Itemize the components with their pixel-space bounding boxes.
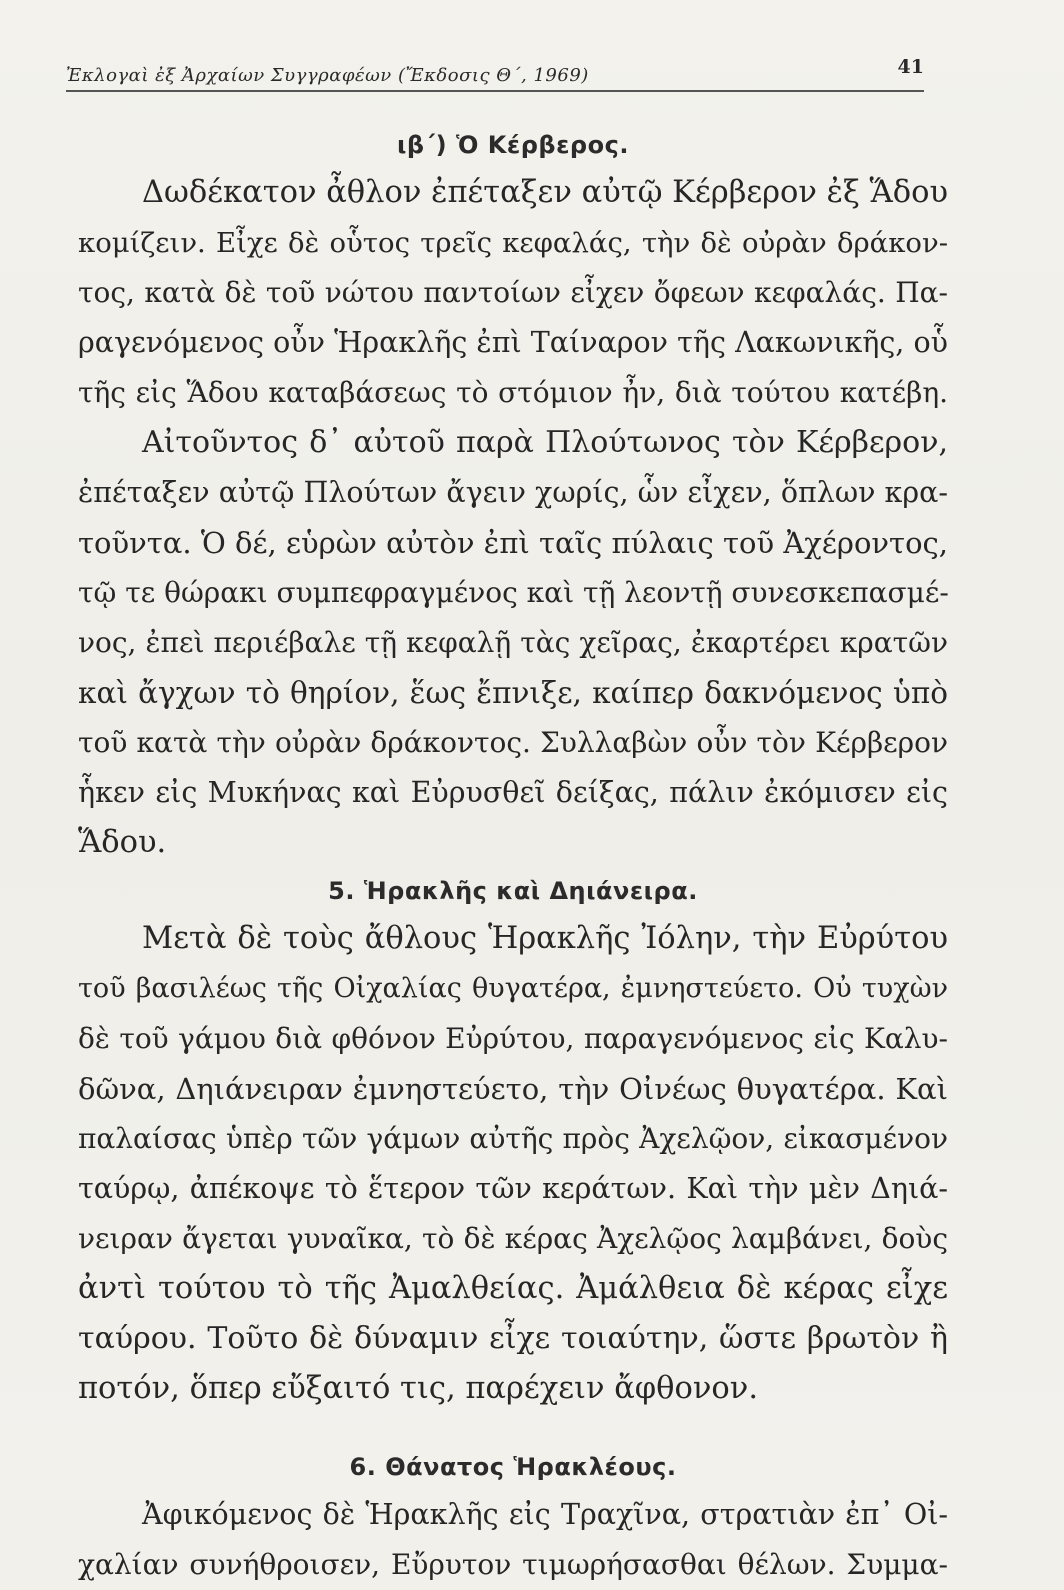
section-gap [78,1414,948,1444]
text-line: δῶνα, Δηιάνειραν ἐμνηστεύετο, τὴν Οἰνέως θυγατέρα. Καὶ [78,1072,948,1106]
text-line: ἧκεν εἰς Μυκήνας καὶ Εὐρυσθεῖ δείξας, πάλιν ἐκόμισεν εἰς [78,776,948,809]
text-line: ταύρου. Τοῦτο δὲ δύναμιν εἶχε τοιαύτην, ὥστε βρωτὸν ἢ [78,1321,948,1356]
text-line: τος, κατὰ δὲ τοῦ νώτου παντοίων εἶχεν ὄφεων κεφαλάς. Πα- [78,276,948,309]
text-line: τοῦ κατὰ τὴν οὐρὰν δράκοντος. Συλλαβὼν οὖν τὸν Κέρβερον [78,726,948,759]
section-heading-deianeira: 5. Ἡρακλῆς καὶ Δηιάνειρα. [328,877,698,905]
text-line: ἀντὶ τούτου τὸ τῆς Ἀμαλθείας. Ἀμάλθεια δὲ κέρας εἶχε [78,1271,948,1306]
text-line: νος, ἐπεὶ περιέβαλε τῇ κεφαλῇ τὰς χεῖρας, ἐκαρτέρει κρατῶν [78,626,948,659]
running-title: Ἐκλογαὶ ἐξ Ἀρχαίων Συγγραφέων (Ἔκδοσις Θ΄, 1969) [66,65,589,86]
text-line: ταύρῳ, ἀπέκοψε τὸ ἕτερον τῶν κεράτων. Καὶ τὴν μὲν Δηιά- [78,1172,948,1205]
text-line: Μετὰ δὲ τοὺς ἄθλους Ἡρακλῆς Ἰόλην, τὴν Εὐρύτου [142,921,948,956]
text-line: χαλίαν συνήθροισεν, Εὔρυτον τιμωρήσασθαι θέλων. Συμμα- [78,1548,948,1581]
text-line: κομίζειν. Εἶχε δὲ οὗτος τρεῖς κεφαλάς, τὴν δὲ οὐρὰν δράκον- [78,227,948,259]
text-line: ποτόν, ὅπερ εὔξαιτό τις, παρέχειν ἄφθονον. [78,1371,759,1406]
text-line: παλαίσας ὑπὲρ τῶν γάμων αὐτῆς πρὸς Ἀχελῷον, εἰκασμένον [78,1122,948,1155]
text-line: τοῦ βασιλέως τῆς Οἰχαλίας θυγατέρα, ἐμνηστεύετο. Οὐ τυχὼν [78,973,948,1004]
text-line: τῆς εἰς Ἅδου καταβάσεως τὸ στόμιον ἦν, διὰ τούτου κατέβη. [78,376,948,409]
text-line: δὲ τοῦ γάμου διὰ φθόνον Εὐρύτου, παραγενόμενος εἰς Καλυ- [78,1022,948,1055]
text-line: ἐπέταξεν αὐτῷ Πλούτων ἄγειν χωρίς, ὧν εἶχεν, ὅπλων κρα- [78,476,948,509]
text-line: τῷ τε θώρακι συμπεφραγμένος καὶ τῇ λεοντῇ συνεσκεπασμέ- [78,576,949,609]
text-line: Δωδέκατον ἆθλον ἐπέταξεν αὐτῷ Κέρβερον ἐξ Ἅδου [142,175,949,210]
text-line: Ἅδου. [78,825,167,860]
text-line: Ἀφικόμενος δὲ Ἡρακλῆς εἰς Τραχῖνα, στρατιὰν ἐπ᾽ Οἰ- [142,1498,948,1531]
running-header [66,50,924,92]
section-heading-death-of-heracles: 6. Θάνατος Ἡρακλέους. [349,1453,677,1481]
text-line: Αἰτοῦντος δ᾽ αὐτοῦ παρὰ Πλούτωνος τὸν Κέρβερον, [142,425,948,460]
text-line: ραγενόμενος οὖν Ἡρακλῆς ἐπὶ Ταίναρον τῆς Λακωνικῆς, οὗ [78,326,948,359]
text-line: τοῦντα. Ὁ δέ, εὑρὼν αὐτὸν ἐπὶ ταῖς πύλαις τοῦ Ἀχέροντος, [78,526,948,560]
section-heading-kerberos: ιβ΄) Ὁ Κέρβερος. [397,131,629,159]
page-number: 41 [897,56,924,78]
text-line: καὶ ἄγχων τὸ θηρίον, ἕως ἔπνιξε, καίπερ δακνόμενος ὑπὸ [78,676,948,710]
main-text [78,122,948,1590]
text-line: νειραν ἄγεται γυναῖκα, τὸ δὲ κέρας Ἀχελῷος λαμβάνει, δοὺς [78,1222,948,1255]
